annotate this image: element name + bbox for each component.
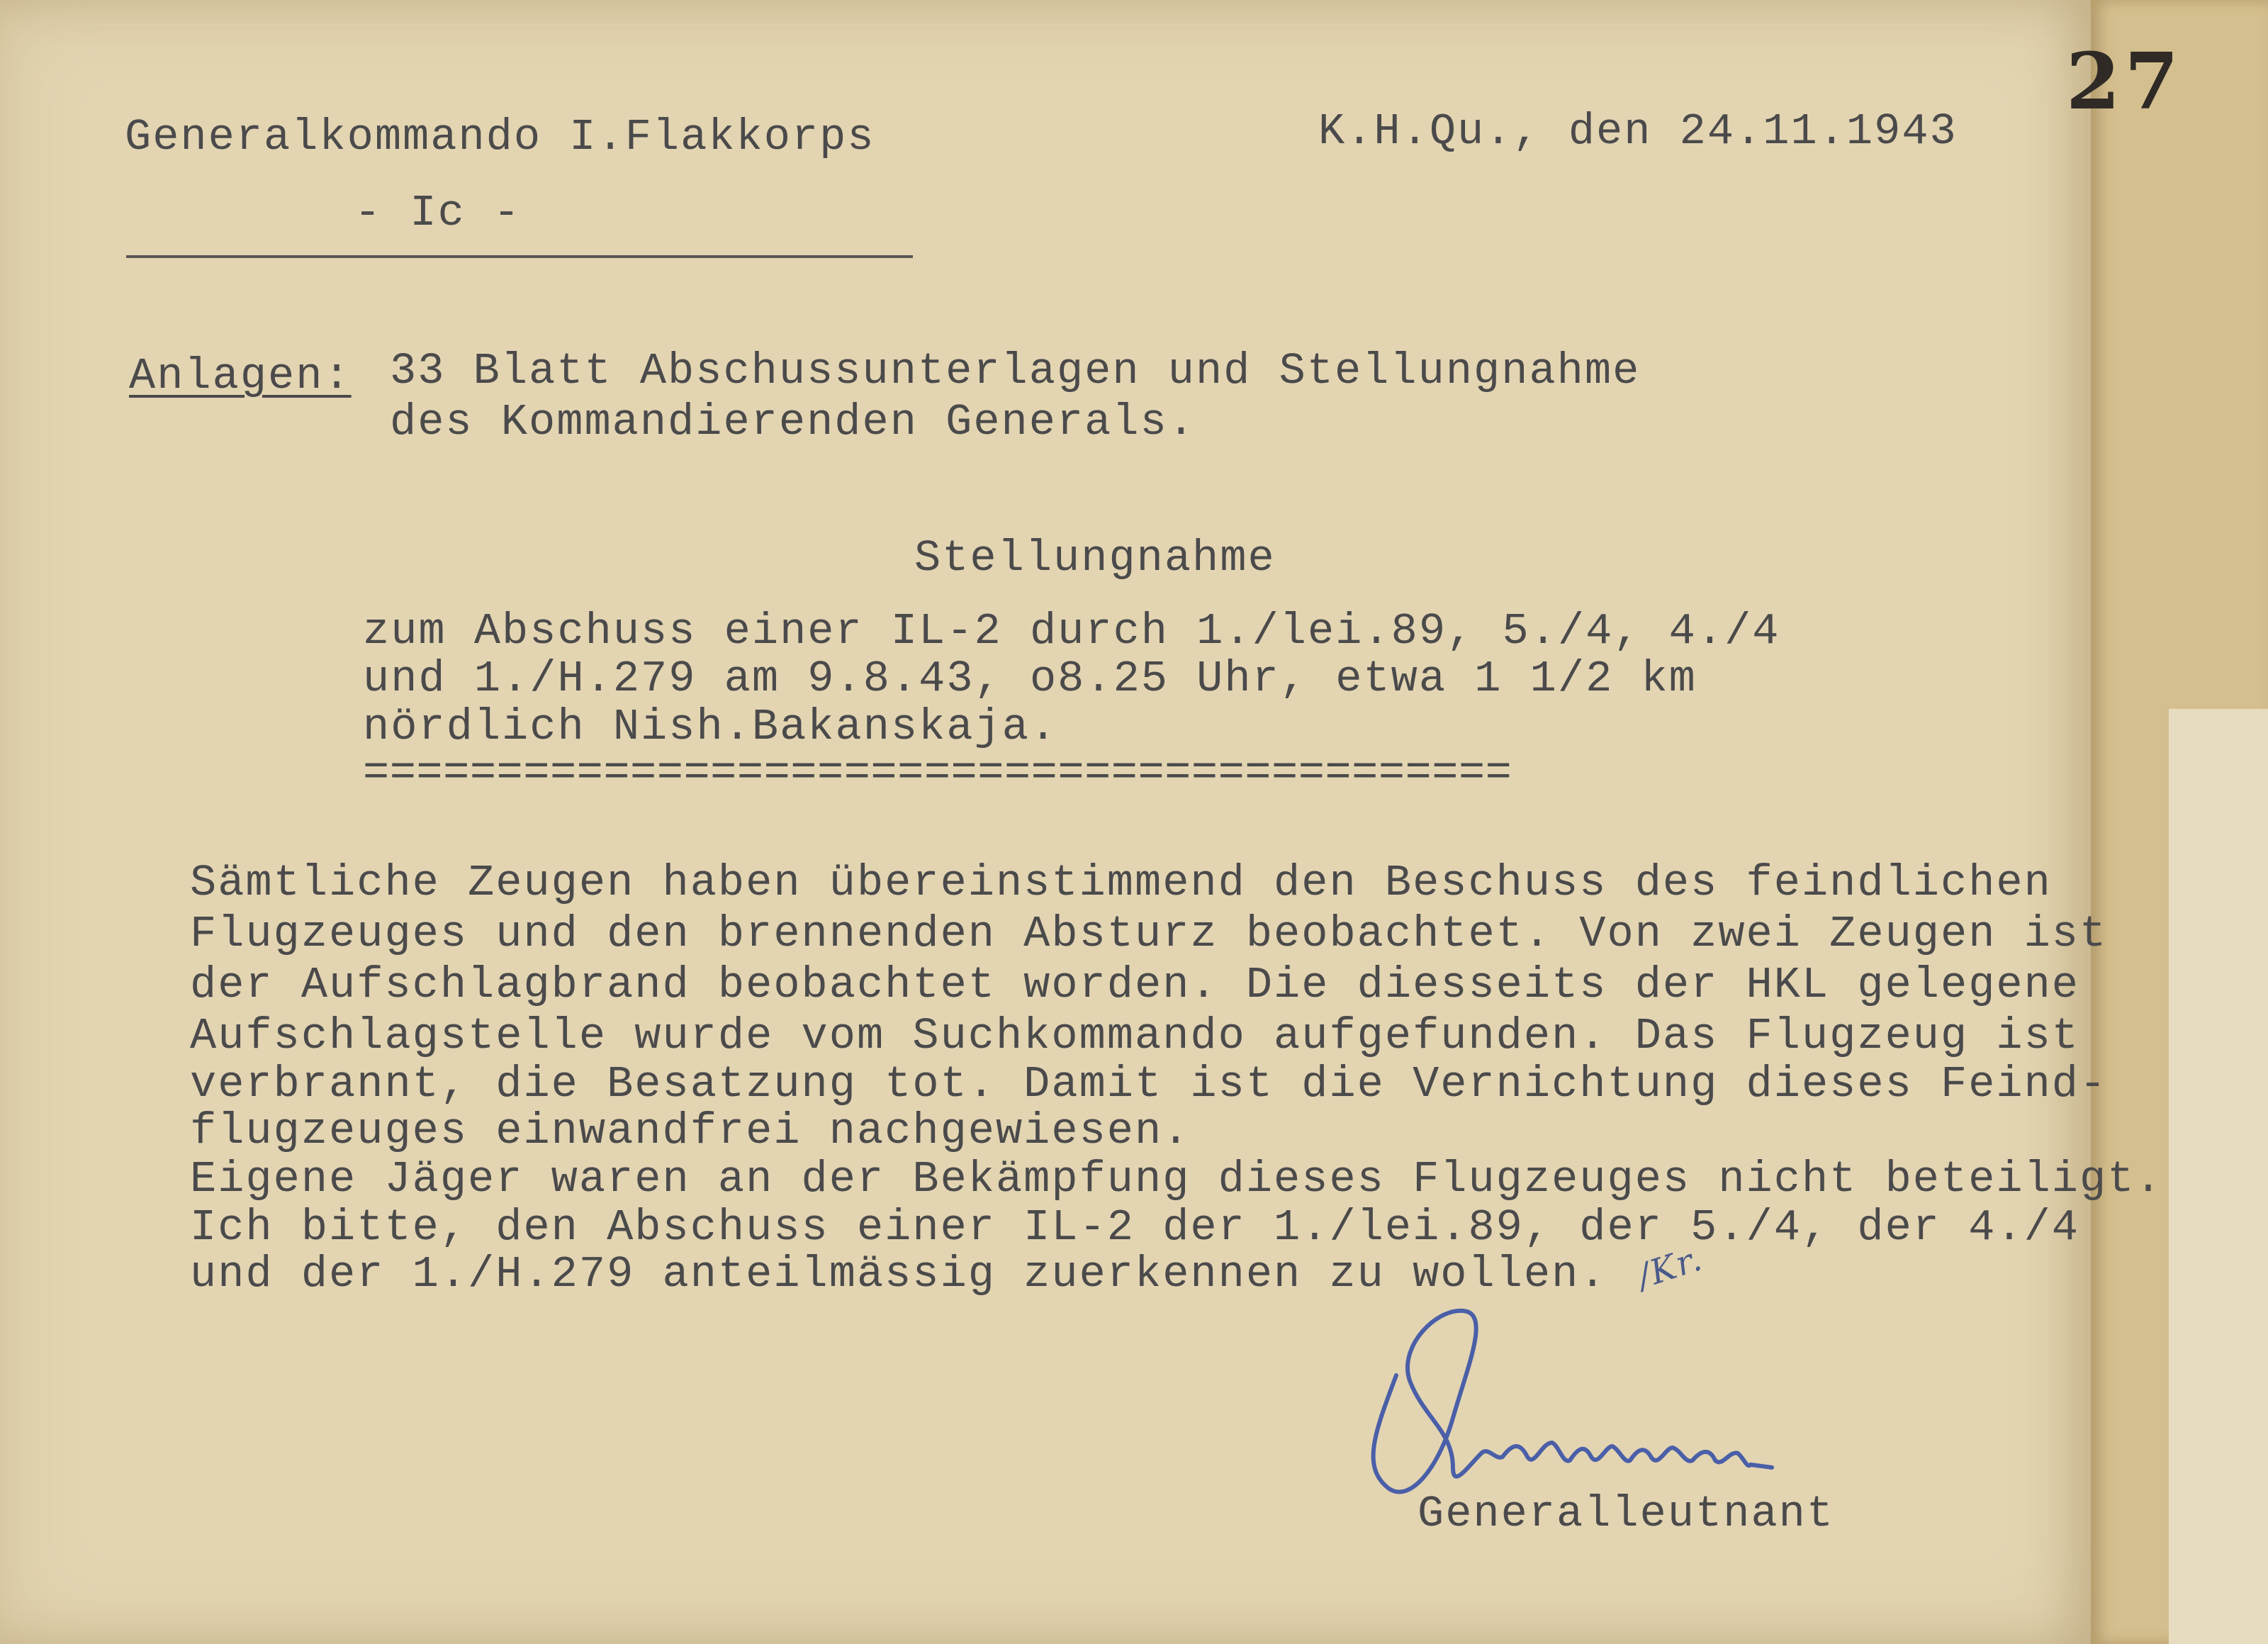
body-line-3: der Aufschlagbrand beobachtet worden. Die diesseits der HKL gelegene (190, 960, 2080, 1010)
header-rule (126, 255, 913, 258)
handwritten-signature (1347, 1290, 1807, 1517)
body-line-4: Aufschlagstelle wurde vom Suchkommando aufgefunden. Das Flugzeug ist (190, 1011, 2080, 1061)
subject-separator: =========================================== (363, 748, 1512, 798)
sender: Generalkommando I.Flakkorps (125, 112, 875, 162)
body-line-8: Ich bitte, den Abschuss einer IL-2 der 1./lei.89, der 5./4, der 4./4 (190, 1202, 2080, 1253)
body-line-2: Flugzeuges und den brennenden Absturz beobachtet. Von zwei Zeugen ist (190, 909, 2108, 959)
attachments-label: Anlagen: (129, 351, 352, 401)
place-date: K.H.Qu., den 24.11.1943 (1318, 106, 1958, 157)
attachments-line-1: 33 Blatt Abschussunterlagen und Stellungnahme (390, 346, 1641, 396)
body-line-6: flugzeuges einwandfrei nachgewiesen. (190, 1106, 1191, 1156)
page-number: 27 (2066, 35, 2184, 127)
subject-line-3: nördlich Nish.Bakanskaja. (363, 702, 1058, 752)
underlying-page (2169, 709, 2268, 1644)
body-line-7: Eigene Jäger waren an der Bekämpfung dieses Flugzeuges nicht beteiligt. (190, 1154, 2163, 1204)
document-title: Stellungnahme (914, 533, 1276, 583)
subject-line-2: und 1./H.279 am 9.8.43, o8.25 Uhr, etwa 1 1/2 km (363, 654, 1697, 704)
body-line-1: Sämtliche Zeugen haben übereinstimmend den Beschuss des feindlichen (190, 858, 2052, 908)
body-line-9: und der 1./H.279 anteilmässig zuerkennen zu wollen. (190, 1249, 1607, 1299)
attachments-line-2: des Kommandierenden Generals. (390, 397, 1196, 447)
clerk-initials: /Kr. (1632, 1238, 1708, 1297)
body-line-5: verbrannt, die Besatzung tot. Damit ist die Vernichtung dieses Feind- (190, 1059, 2108, 1109)
department: - Ic - (354, 188, 522, 238)
signature-title: Generalleutnant (1418, 1489, 1835, 1539)
subject-line-1: zum Abschuss einer IL-2 durch 1./lei.89, 5./4, 4./4 (363, 606, 1780, 656)
